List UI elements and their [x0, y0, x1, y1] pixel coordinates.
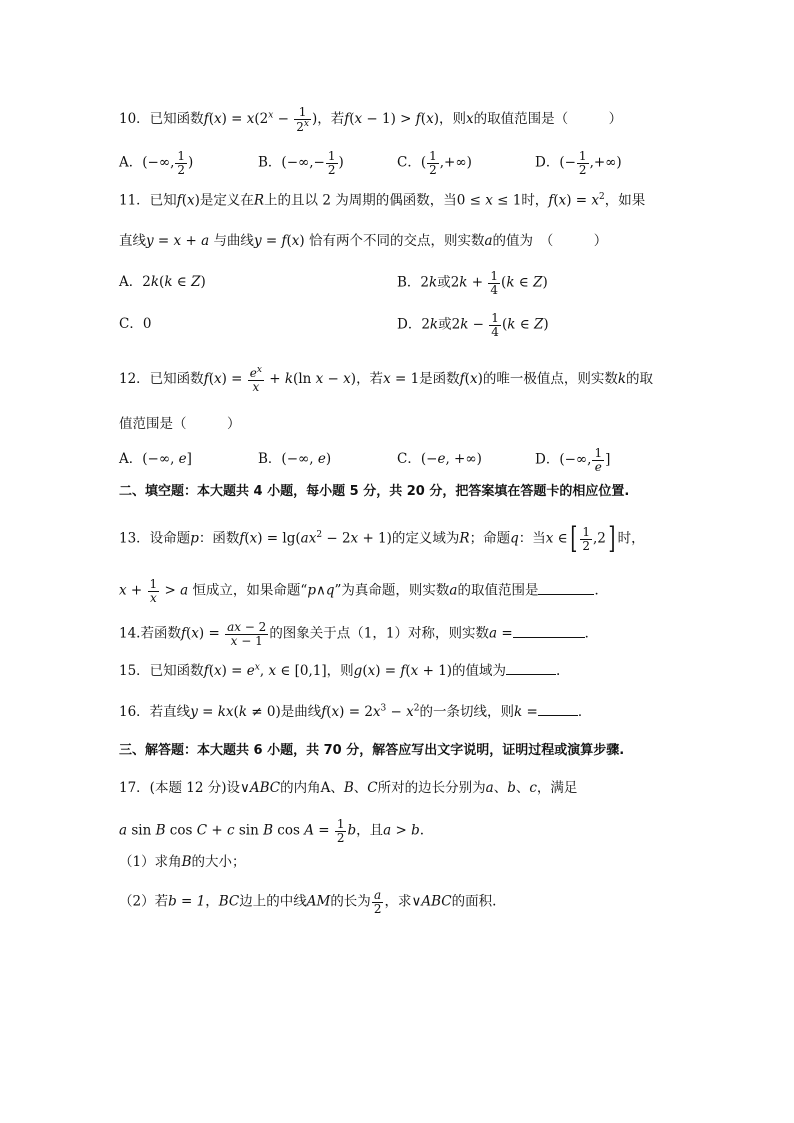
question-10: 10．已知函数$f(x) = x(2^x$ − $\frac{1}{2^x}$ )，若f(x − 1) > f(x)，则x的取值范围是（ ）: [119, 105, 623, 134]
q10-option-c: C．( $\frac{1}{2}$ ,+∞): [397, 149, 472, 177]
q13-answer-blank[interactable]: [538, 582, 594, 595]
q11-option-c: C．0: [119, 316, 152, 332]
question-13-line-1: 13．设命题p：函数$f(x) = \lg(ax^2 - 2x + 1)$的定义域为R；命题q：当x ∈[ $\frac{1}{2}$ ,2] 时，: [119, 521, 645, 556]
question-12-line-1: 12．已知函数f(x) = $\frac{e^x}{x}$ + k(ln x − x)，若x = 1是函数f(x)的唯一极值点，则实数k的取: [119, 365, 654, 394]
section-2-heading: 二、填空题：本大题共 4 小题，每小题 5 分，共 20 分，把答案填在答题卡的相应位置.: [119, 484, 630, 499]
q11-option-b: B．2k或2k + $\frac{1}{4}$ (k ∈ Z): [397, 269, 548, 297]
q15-answer-blank[interactable]: [506, 662, 556, 675]
question-14: 14.若函数f(x) = $\frac{ax - 2}{x - 1}$ 的图象关于点（1，1）对称，则实数a = ．: [119, 620, 599, 648]
q10-prefix: 10．已知函数: [119, 111, 204, 128]
question-12-line-2: 值范围是（ ）: [119, 416, 241, 432]
q11-option-d: D．2k或2k − $\frac{1}{4}$ (k ∈ Z): [397, 311, 549, 339]
question-17-part-2: （2）若b = 1，BC边上的中线AM的长为 $\frac{a}{2}$ ，求∨ABC的面积.: [119, 888, 497, 916]
question-17-part-1: （1）求角B的大小；: [119, 854, 246, 870]
q10-option-b: B．(−∞,− $\frac{1}{2}$ ): [258, 149, 344, 177]
question-11-line-1: 11．已知f(x)是定义在R上的且以 2 为周期的偶函数，当0 ≤ x ≤ 1时，$f(x) = x^2$，如果: [119, 192, 646, 209]
q11-option-a: A．2k(k ∈ Z): [119, 274, 206, 290]
question-17-line-2: a sin B cos C + c sin B cos A = $\frac{1}{2}$ b，且a > b.: [119, 817, 425, 845]
question-13-line-2: x + $\frac{1}{x}$ > a 恒成立，如果命题“p∧q”为真命题，则实数a的取值范围是 ．: [119, 577, 608, 605]
q10-option-a: A．(−∞, $\frac{1}{2}$ ): [119, 149, 194, 177]
q12-option-a: A．(−∞, e]: [119, 451, 192, 467]
q12-option-c: C．(−e, +∞): [397, 451, 482, 467]
q14-answer-blank[interactable]: [513, 625, 585, 638]
question-17-line-1: 17．(本题 12 分)设∨ABC的内角A、B、C所对的边长分别为a、b、c，满足: [119, 780, 578, 796]
section-3-heading: 三、解答题：本大题共 6 小题，共 70 分，解答应写出文字说明，证明过程或演算步骤.: [119, 743, 625, 758]
q12-option-d: D．(−∞, $\frac{1}{e}$ ]: [535, 446, 611, 474]
q10-option-d: D．(− $\frac{1}{2}$ ,+∞): [535, 149, 622, 177]
question-11-line-2: 直线y = x + a 与曲线y = f(x) 恰有两个不同的交点，则实数a的值为 （ ）: [119, 233, 608, 249]
q12-option-b: B．(−∞, e): [258, 451, 332, 467]
q16-answer-blank[interactable]: [538, 703, 578, 716]
q10-fraction: $\frac{1}{2^x}$: [296, 105, 309, 134]
question-15: 15．已知函数$f(x) = e^x$, x ∈ [0,1]，则g(x) = f(x + 1)的值域为 .: [119, 662, 561, 679]
question-16: 16．若直线y = kx(k ≠ 0)是曲线$f(x) = 2x^3 - x^2$的一条切线，则k = ．: [119, 703, 592, 720]
